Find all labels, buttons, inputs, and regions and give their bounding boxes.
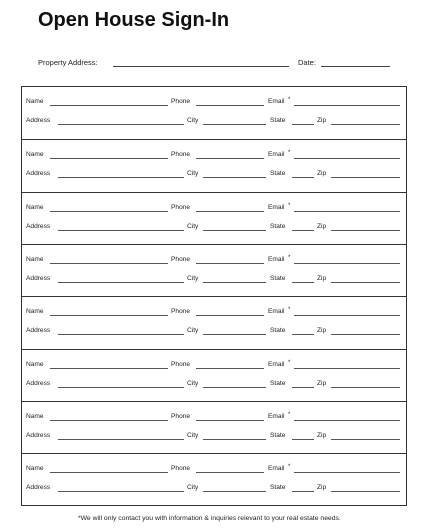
name-field[interactable] [50,105,168,106]
state-field[interactable] [292,230,314,231]
email-label: Email [268,308,285,316]
email-field[interactable] [294,368,400,369]
email-label: Email [268,360,285,368]
zip-label: Zip [317,484,327,492]
phone-field[interactable] [196,368,264,369]
name-label: Name [26,255,44,263]
phone-field[interactable] [196,158,264,159]
email-required-mark: * [288,411,291,418]
address-field[interactable] [58,177,184,178]
address-field[interactable] [58,282,184,283]
city-label: City [187,431,199,439]
address-field[interactable] [58,124,184,125]
state-label: State [270,484,286,492]
email-field[interactable] [294,211,400,212]
name-label: Name [26,412,44,420]
zip-field[interactable] [331,334,400,335]
city-field[interactable] [203,491,266,492]
email-field[interactable] [294,472,400,473]
sign-in-table [21,86,407,506]
city-label: City [187,274,199,282]
state-field[interactable] [292,491,314,492]
state-field[interactable] [292,177,314,178]
email-required-mark: * [288,359,291,366]
address-field[interactable] [58,387,184,388]
property-info-line [38,58,398,70]
email-required-mark: * [288,150,291,157]
city-label: City [187,379,199,387]
zip-label: Zip [317,327,327,335]
name-field[interactable] [50,211,168,212]
zip-label: Zip [317,117,327,124]
phone-field[interactable] [196,211,264,212]
email-required-mark: * [288,464,291,471]
phone-label: Phone [171,255,191,263]
city-field[interactable] [203,439,266,440]
address-label: Address [26,170,51,178]
phone-label: Phone [171,465,191,473]
address-field[interactable] [58,439,184,440]
email-field[interactable] [294,420,400,421]
phone-field[interactable] [196,420,264,421]
state-field[interactable] [292,282,314,283]
phone-field[interactable] [196,315,264,316]
phone-label: Phone [171,203,191,211]
visitor-entry [22,244,406,296]
address-field[interactable] [58,230,184,231]
state-field[interactable] [292,124,314,125]
email-field[interactable] [294,158,400,159]
zip-label: Zip [317,379,327,387]
date-label: Date: [298,58,316,67]
state-field[interactable] [292,334,314,335]
email-label: Email [268,465,285,473]
state-label: State [270,379,286,387]
address-field[interactable] [58,334,184,335]
name-label: Name [26,98,44,105]
zip-field[interactable] [331,387,400,388]
zip-field[interactable] [331,282,400,283]
name-label: Name [26,151,44,159]
state-label: State [270,327,286,335]
state-label: State [270,274,286,282]
city-label: City [187,222,199,230]
phone-label: Phone [171,360,191,368]
name-field[interactable] [50,420,168,421]
zip-field[interactable] [331,124,400,125]
email-required-mark: * [288,254,291,261]
name-label: Name [26,308,44,316]
email-required-mark: * [288,307,291,314]
state-label: State [270,170,286,178]
visitor-entry [22,401,406,453]
name-label: Name [26,203,44,211]
name-label: Name [26,360,44,368]
zip-label: Zip [317,274,327,282]
state-label: State [270,431,286,439]
name-field[interactable] [50,368,168,369]
city-field[interactable] [203,387,266,388]
city-field[interactable] [203,334,266,335]
address-label: Address [26,222,51,230]
state-label: State [270,222,286,230]
city-label: City [187,327,199,335]
email-field[interactable] [294,315,400,316]
zip-field[interactable] [331,177,400,178]
zip-field[interactable] [331,230,400,231]
address-label: Address [26,431,51,439]
address-label: Address [26,274,51,282]
phone-label: Phone [171,98,191,105]
address-field[interactable] [58,491,184,492]
visitor-entry [22,453,406,505]
city-field[interactable] [203,177,266,178]
email-label: Email [268,203,285,211]
footnote: *We will only contact you with information & inquiries relevant to your real estate needs. [78,515,341,522]
phone-field[interactable] [196,105,264,106]
property-address-label: Property Address: [38,58,98,67]
phone-label: Phone [171,412,191,420]
zip-label: Zip [317,170,327,178]
city-label: City [187,170,199,178]
email-required-mark: * [288,202,291,209]
city-field[interactable] [203,282,266,283]
phone-label: Phone [171,308,191,316]
email-required-mark: * [288,97,291,103]
email-label: Email [268,255,285,263]
address-label: Address [26,379,51,387]
name-field[interactable] [50,315,168,316]
email-field[interactable] [294,263,400,264]
name-field[interactable] [50,158,168,159]
zip-label: Zip [317,222,327,230]
city-field[interactable] [203,124,266,125]
date-field[interactable] [321,66,390,67]
state-field[interactable] [292,439,314,440]
visitor-entry [22,296,406,348]
name-label: Name [26,465,44,473]
city-label: City [187,484,199,492]
page-title: Open House Sign-In [38,9,230,31]
email-field[interactable] [294,105,400,106]
name-field[interactable] [50,472,168,473]
visitor-entry [22,192,406,244]
city-field[interactable] [203,230,266,231]
address-label: Address [26,117,51,124]
email-label: Email [268,412,285,420]
zip-field[interactable] [331,491,400,492]
email-label: Email [268,151,285,159]
visitor-entry [22,349,406,401]
visitor-entry [22,139,406,191]
city-label: City [187,117,199,124]
property-address-field[interactable] [113,66,289,67]
visitor-entry [22,87,406,139]
email-label: Email [268,98,285,105]
address-label: Address [26,484,51,492]
name-field[interactable] [50,263,168,264]
phone-field[interactable] [196,472,264,473]
state-field[interactable] [292,387,314,388]
zip-field[interactable] [331,439,400,440]
address-label: Address [26,327,51,335]
zip-label: Zip [317,431,327,439]
phone-field[interactable] [196,263,264,264]
state-label: State [270,117,286,124]
phone-label: Phone [171,151,191,159]
